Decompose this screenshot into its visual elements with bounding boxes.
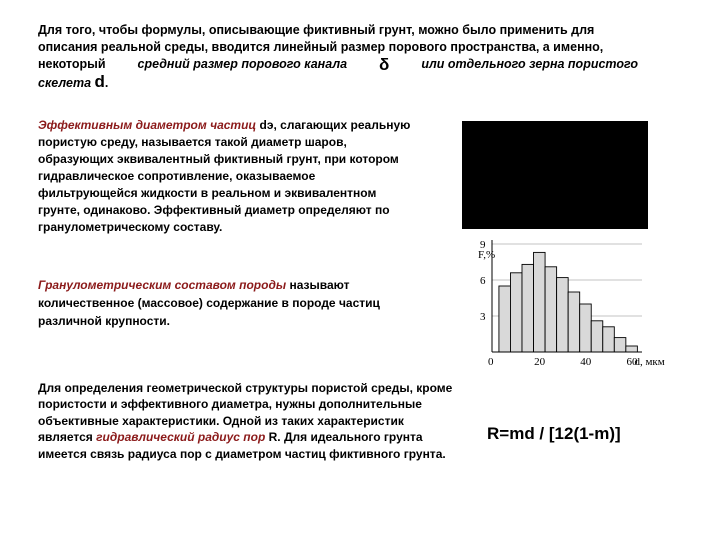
- intro-line-3: [38, 56, 638, 73]
- granulometric-histogram: [470, 236, 670, 371]
- intro-italic-text: средний размер порового канала: [137, 57, 348, 71]
- histogram-bar-2: [522, 264, 534, 352]
- histogram-bar-11: [626, 346, 638, 352]
- intro-italic-text-2: или отдельного зерна пористого: [421, 57, 638, 71]
- r-symbol: R: [265, 430, 278, 445]
- histogram-bar-1: [510, 273, 522, 352]
- histogram-bar-7: [580, 304, 592, 352]
- x-tick-label-3: 60: [626, 356, 638, 368]
- y-tick-label-1: 6: [480, 275, 486, 287]
- histogram-bar-5: [557, 278, 569, 352]
- x-tick-label-1: 20: [534, 356, 546, 368]
- structure-text-2: . Для идеального грунта имеется связь радиуса пор с диаметром частиц фиктивного грунта.: [38, 430, 446, 461]
- structure-text: Для определения геометрической структуры пористой среды, кроме пористости и эффективного диаметра, нужны дополнительные объективные характеристики. Одной из таких характеристик является: [38, 381, 453, 445]
- x-axis-label: d, мкм: [634, 356, 665, 368]
- histogram-bar-6: [568, 292, 580, 352]
- intro-italic-word: скелета: [38, 76, 92, 90]
- y-tick-label-2: 9: [480, 239, 486, 251]
- histogram-bar-3: [534, 252, 546, 352]
- d-symbol: d: [94, 72, 105, 91]
- y-tick-label-0: 3: [480, 311, 486, 323]
- intro-line-1: Для того, чтобы формулы, описывающие фиктивный грунт, можно было применить для: [38, 23, 595, 37]
- chart-bars: [499, 252, 637, 352]
- structure-paragraph: [38, 380, 453, 462]
- x-tick-label-0: 0: [488, 356, 494, 368]
- intro-paragraph: [38, 22, 638, 92]
- granulometric-term: Гранулометрическим составом породы: [38, 278, 287, 292]
- intro-word: некоторый: [38, 57, 106, 71]
- x-tick-label-2: 40: [580, 356, 592, 368]
- intro-line-4: [38, 73, 638, 92]
- granulometric-paragraph: [38, 276, 413, 330]
- x-tick-labels: [488, 356, 638, 368]
- histogram-bar-8: [591, 321, 603, 352]
- intro-line-2: описания реальной среды, вводится линейный размер порового пространства, а именно,: [38, 40, 604, 54]
- delta-symbol: δ: [379, 55, 390, 74]
- histogram-bar-0: [499, 286, 511, 352]
- effective-diameter-paragraph: [38, 117, 418, 236]
- effective-diameter-term: Эффективным диаметром частиц: [38, 118, 257, 132]
- histogram-bar-4: [545, 267, 557, 352]
- black-image-box: [462, 121, 648, 229]
- y-axis-label: F,%: [478, 249, 496, 261]
- histogram-bar-9: [603, 327, 615, 352]
- hydraulic-radius-term: гидравлический радиус пор: [96, 430, 266, 445]
- effective-diameter-text: dэ, слагающих реальную пористую среду, называется такой диаметр шаров, образующих эквивалентный фиктивный грунт, при котором гидравлическое сопротивление, оказываемое фильтрующейся жидкости в реальном и эквивалентном грунте, одинаково. Эффективный диаметр определяют по гранулометрическому составу.: [38, 118, 411, 234]
- intro-period: .: [104, 76, 109, 90]
- histogram-bar-10: [614, 338, 626, 352]
- hydraulic-radius-formula: R=md / [12(1-m)]: [487, 424, 621, 443]
- granulometric-text: называют количественное (массовое) содержание в породе частиц различной крупности.: [38, 278, 380, 328]
